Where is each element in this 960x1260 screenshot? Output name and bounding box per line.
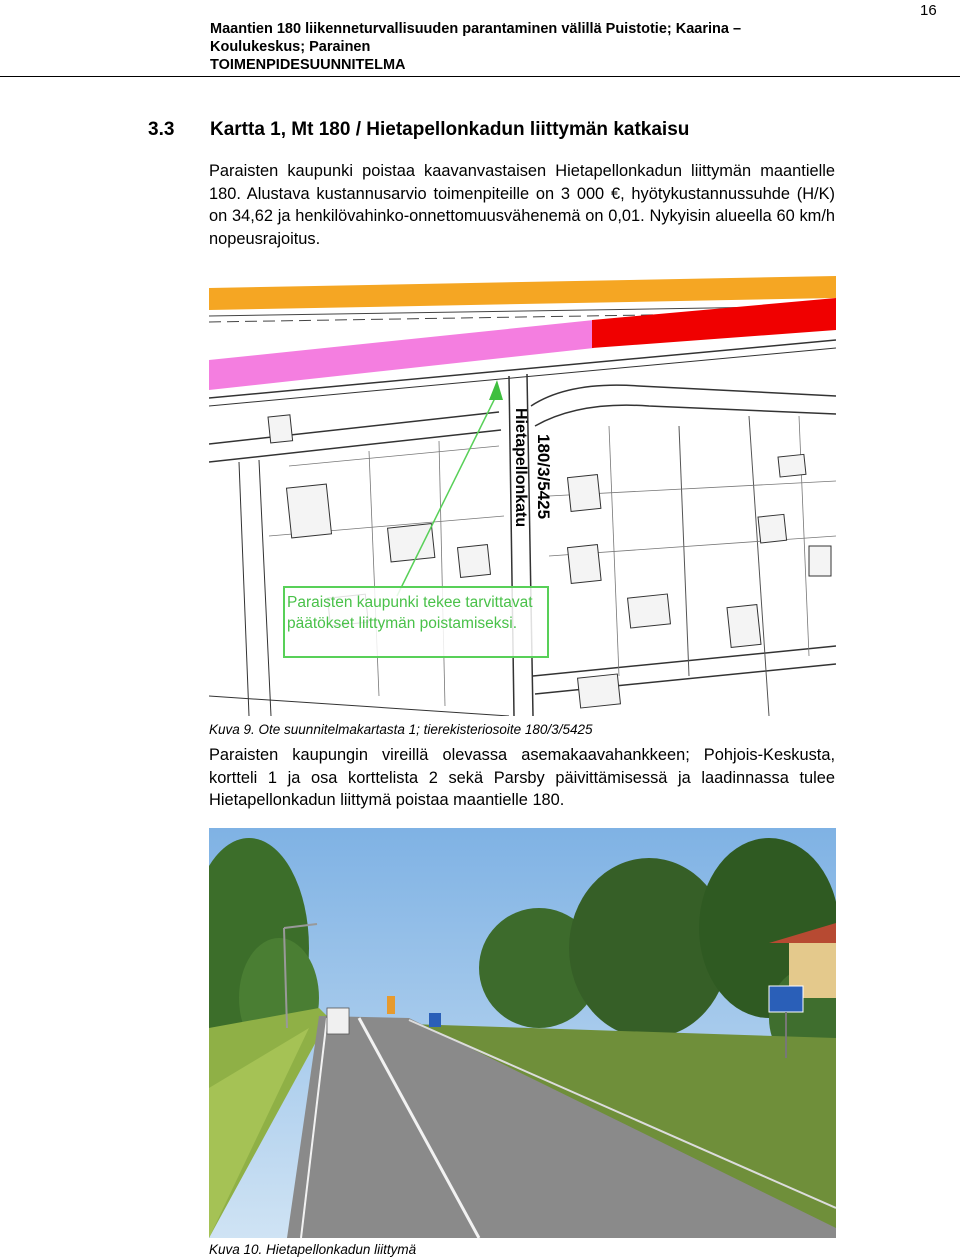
- document-header: [210, 20, 850, 74]
- header-line-2: Koulukeskus; Parainen: [210, 39, 371, 55]
- paragraph-intro: Paraisten kaupunki poistaa kaavanvastaisen Hietapellonkadun liittymän maantielle 180. Alustava kustannusarvio toimenpiteille on 3 000 €, hyötykustannussuhde (H/K) on 34,62 ja henkilövahinko-onnettomuusvähenemä on 0,01. Nykyisin alueella 60 km/h nopeusrajoitus.: [209, 162, 835, 248]
- plan-map-figure: [209, 276, 836, 716]
- junction-photo: [209, 828, 836, 1238]
- junction-photo-drawing: [209, 828, 836, 1238]
- header-line-1: Maantien 180 liikenneturvallisuuden parantaminen välillä Puistotie; Kaarina –: [210, 21, 742, 37]
- street-label: Hietapellonkatu: [512, 408, 529, 528]
- paragraph-plan: Paraisten kaupungin vireillä olevassa asemakaavahankkeen; Pohjois-Keskusta, kortteli 1 ja osa korttelista 2 sekä Parsby päivittämisessä ja laadinnassa tulee Hietapellonkadun liittymä poistaa maantielle 180.: [209, 746, 835, 809]
- section-number: 3.3: [148, 119, 175, 140]
- header-rule: [0, 76, 960, 77]
- figure-9-caption: Kuva 9. Ote suunnitelmakartasta 1; tierekisteriosoite 180/3/5425: [209, 722, 593, 737]
- callout-text: Paraisten kaupunki tekee tarvittavat päätökset liittymän poistamiseksi.: [287, 594, 533, 632]
- header-line-3: TOIMENPIDESUUNNITELMA: [210, 57, 406, 73]
- section-title: Kartta 1, Mt 180 / Hietapellonkadun liittymän katkaisu: [210, 119, 690, 140]
- section-heading: [148, 119, 689, 141]
- figure-10-caption: Kuva 10. Hietapellonkadun liittymä: [209, 1242, 417, 1257]
- road-address-label: 180/3/5425: [534, 434, 553, 520]
- page-number: 16: [920, 2, 937, 19]
